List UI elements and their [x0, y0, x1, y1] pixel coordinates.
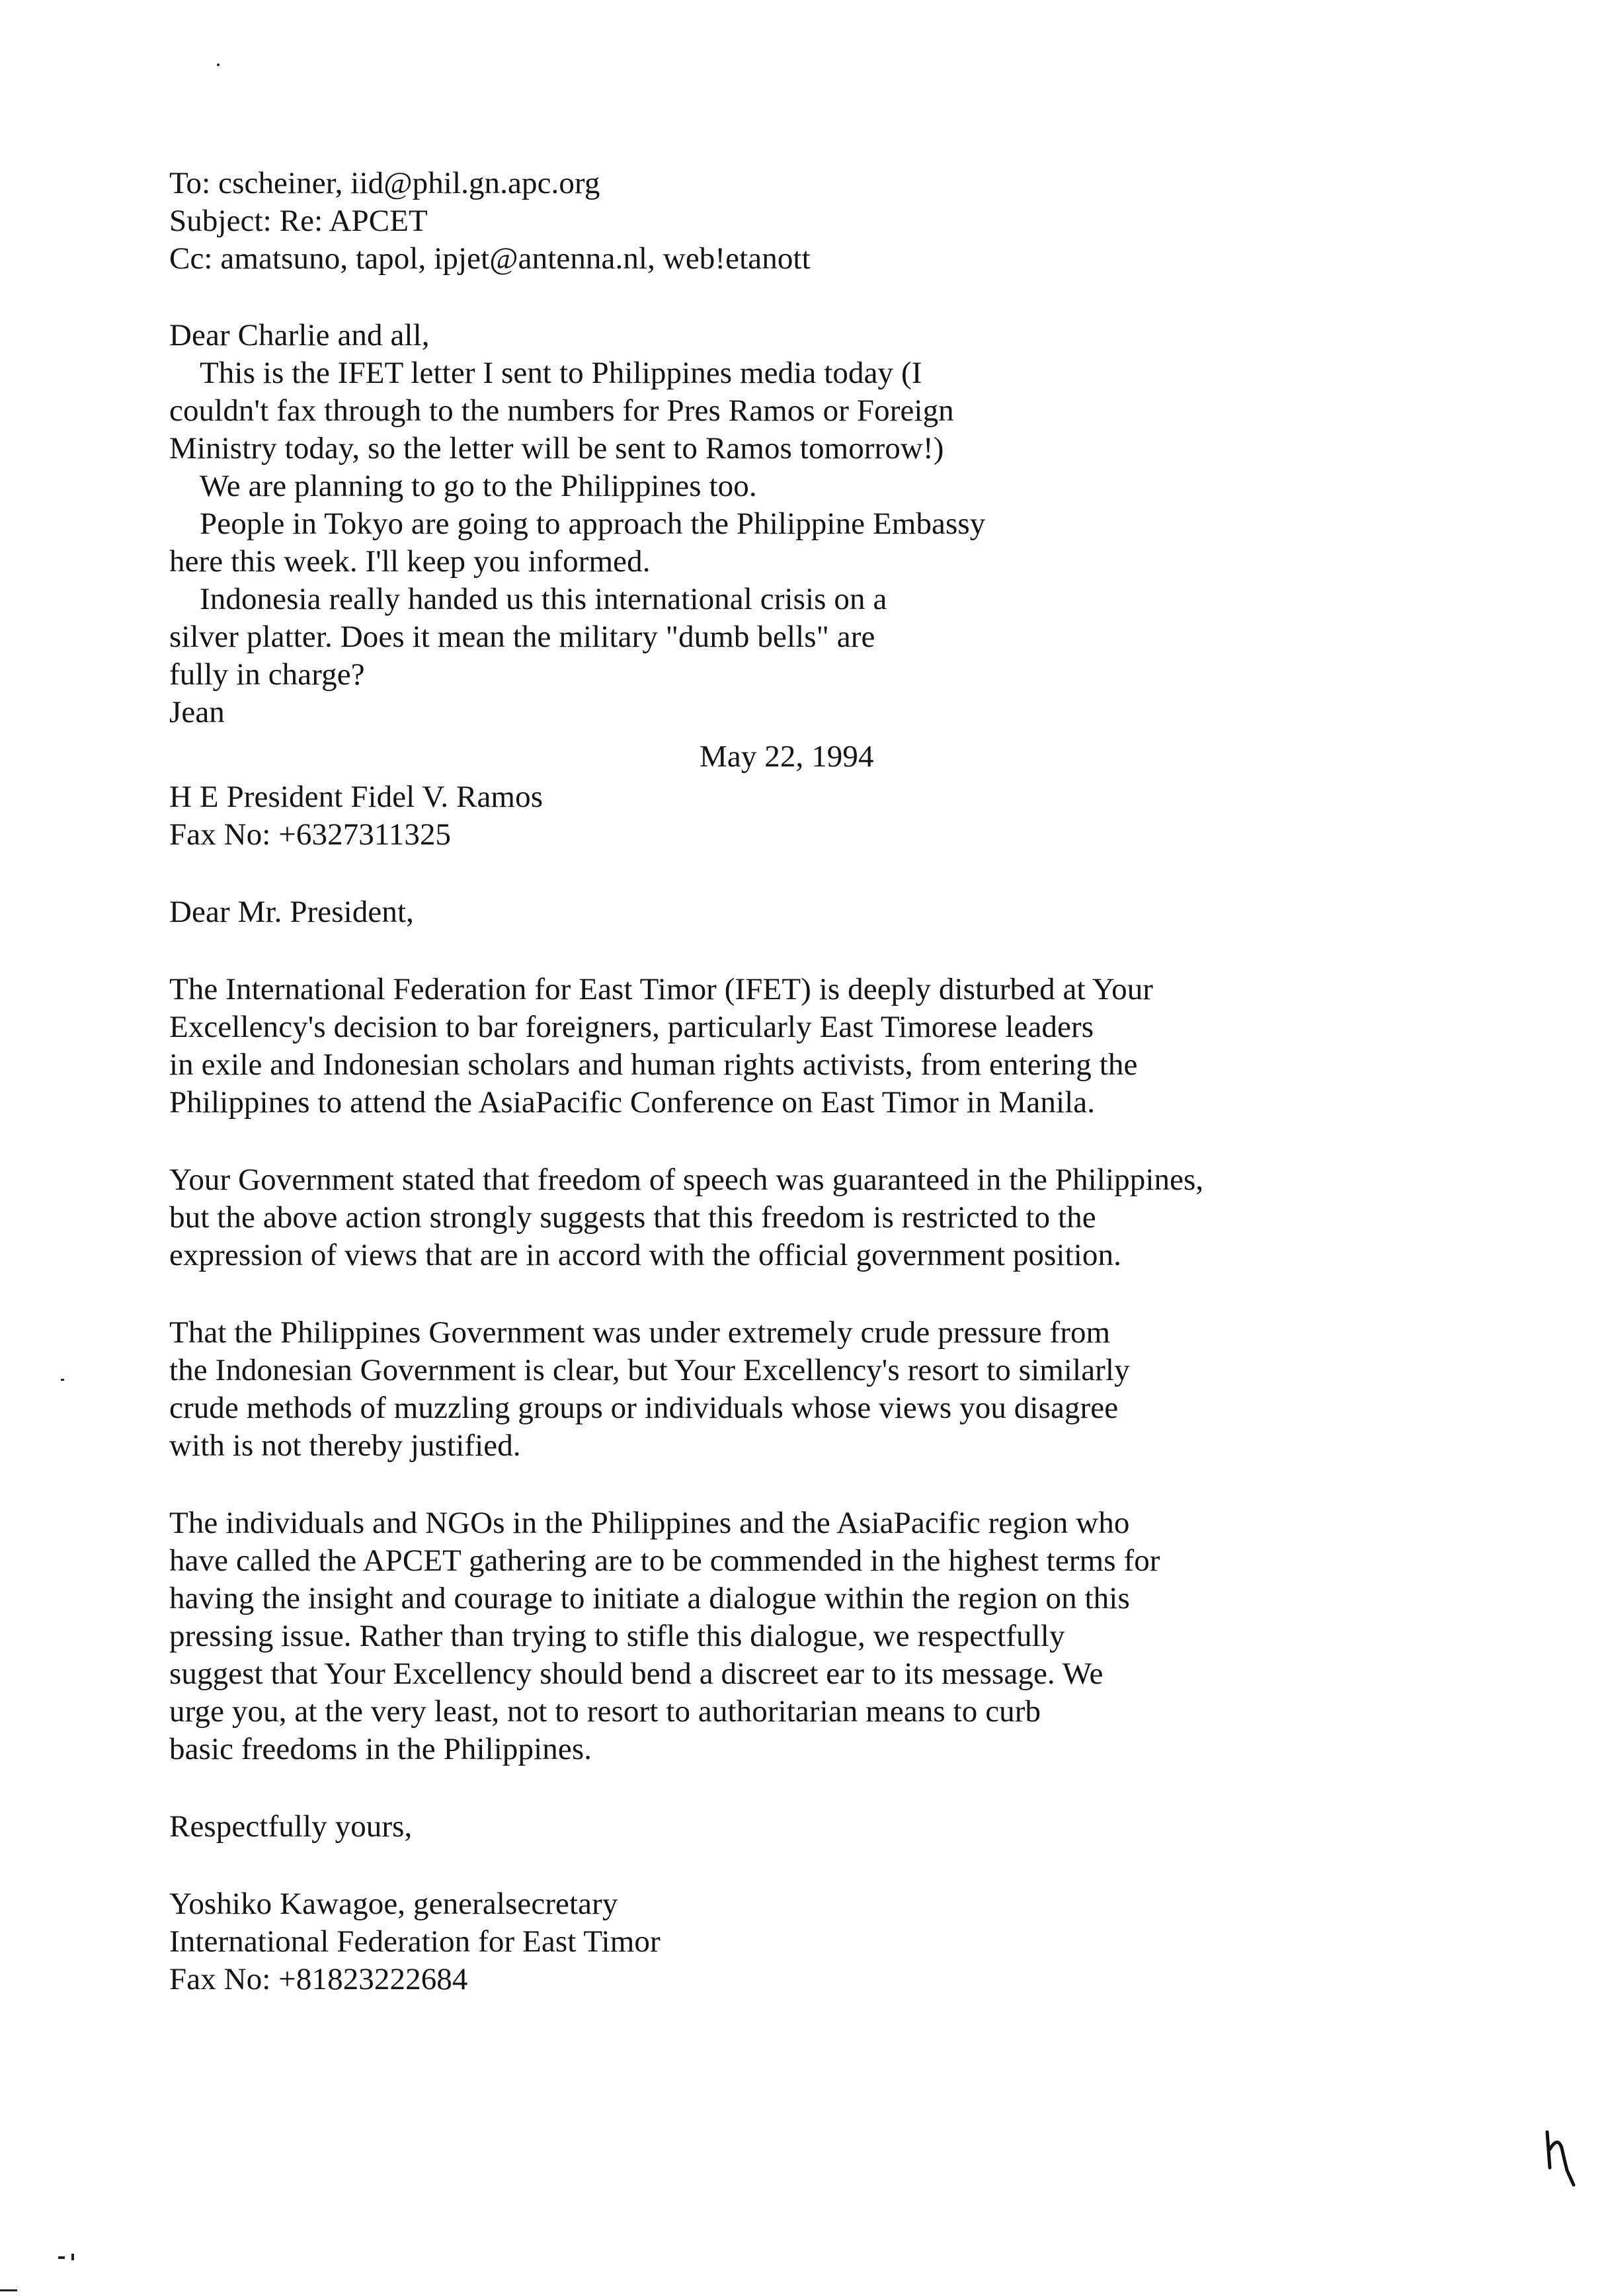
email-line: This is the IFET letter I sent to Philippines media today (I [200, 356, 922, 390]
letter-salutation: Dear Mr. President, [169, 895, 414, 929]
scan-speck [217, 63, 220, 66]
paragraph-1-line: Philippines to attend the AsiaPacific Conference on East Timor in Manila. [169, 1085, 1096, 1120]
email-line: here this week. I'll keep you informed. [169, 544, 651, 579]
paragraph-1-line: The International Federation for East Timor (IFET) is deeply disturbed at Your [169, 972, 1154, 1006]
email-signoff: Jean [169, 695, 225, 729]
paragraph-4-line: pressing issue. Rather than trying to stifle this dialogue, we respectfully [169, 1619, 1065, 1653]
email-line: silver platter. Does it mean the military "dumb bells" are [169, 620, 875, 654]
sender-name: Yoshiko Kawagoe, generalsecretary [169, 1887, 618, 1921]
email-line: We are planning to go to the Philippines too. [200, 469, 757, 503]
paragraph-4-line: urge you, at the very least, not to resort to authoritarian means to curb [169, 1694, 1041, 1729]
scan-speck [61, 1379, 64, 1381]
paragraph-2-line: expression of views that are in accord with the official government position. [169, 1238, 1121, 1272]
letter-recipient: H E President Fidel V. Ramos [169, 780, 543, 814]
letter-date: May 22, 1994 [700, 739, 874, 774]
email-subject: Subject: Re: APCET [169, 204, 428, 238]
handwritten-mark-icon [1541, 2129, 1580, 2189]
paragraph-1-line: Excellency's decision to bar foreigners, particularly East Timorese leaders [169, 1010, 1094, 1044]
email-line: People in Tokyo are going to approach the Philippine Embassy [200, 507, 986, 541]
scan-speck [58, 2256, 65, 2259]
paragraph-2-line: but the above action strongly suggests that this freedom is restricted to the [169, 1200, 1096, 1235]
email-line: Indonesia really handed us this international crisis on a [200, 582, 887, 616]
scan-speck [71, 2254, 74, 2260]
paragraph-4-line: having the insight and courage to initiate a dialogue within the region on this [169, 1581, 1130, 1616]
email-line: couldn't fax through to the numbers for Pres Ramos or Foreign [169, 393, 954, 428]
paragraph-4-line: The individuals and NGOs in the Philippines and the AsiaPacific region who [169, 1506, 1130, 1540]
paragraph-4-line: have called the APCET gathering are to be commended in the highest terms for [169, 1543, 1160, 1578]
paragraph-4-line: basic freedoms in the Philippines. [169, 1732, 592, 1766]
email-line: fully in charge? [169, 657, 365, 692]
email-line: Ministry today, so the letter will be sent to Ramos tomorrow!) [169, 431, 944, 466]
paragraph-1-line: in exile and Indonesian scholars and human rights activists, from entering the [169, 1047, 1138, 1082]
email-to: To: cscheiner, iid@phil.gn.apc.org [169, 166, 600, 200]
sender-fax: Fax No: +81823222684 [169, 1962, 468, 1996]
paragraph-3-line: with is not thereby justified. [169, 1428, 521, 1463]
letter-closing: Respectfully yours, [169, 1809, 413, 1844]
paragraph-2-line: Your Government stated that freedom of speech was guaranteed in the Philippines, [169, 1163, 1204, 1197]
paragraph-3-line: the Indonesian Government is clear, but Your Excellency's resort to similarly [169, 1353, 1130, 1387]
sender-org: International Federation for East Timor [169, 1924, 661, 1959]
paragraph-3-line: That the Philippines Government was under extremely crude pressure from [169, 1315, 1111, 1350]
letter-recipient-fax: Fax No: +6327311325 [169, 817, 452, 852]
email-cc: Cc: amatsuno, tapol, ipjet@antenna.nl, web!etanott [169, 241, 811, 276]
email-greeting: Dear Charlie and all, [169, 318, 430, 352]
paragraph-4-line: suggest that Your Excellency should bend a discreet ear to its message. We [169, 1657, 1104, 1691]
paragraph-3-line: crude methods of muzzling groups or individuals whose views you disagree [169, 1391, 1119, 1425]
scan-speck [0, 2289, 17, 2291]
